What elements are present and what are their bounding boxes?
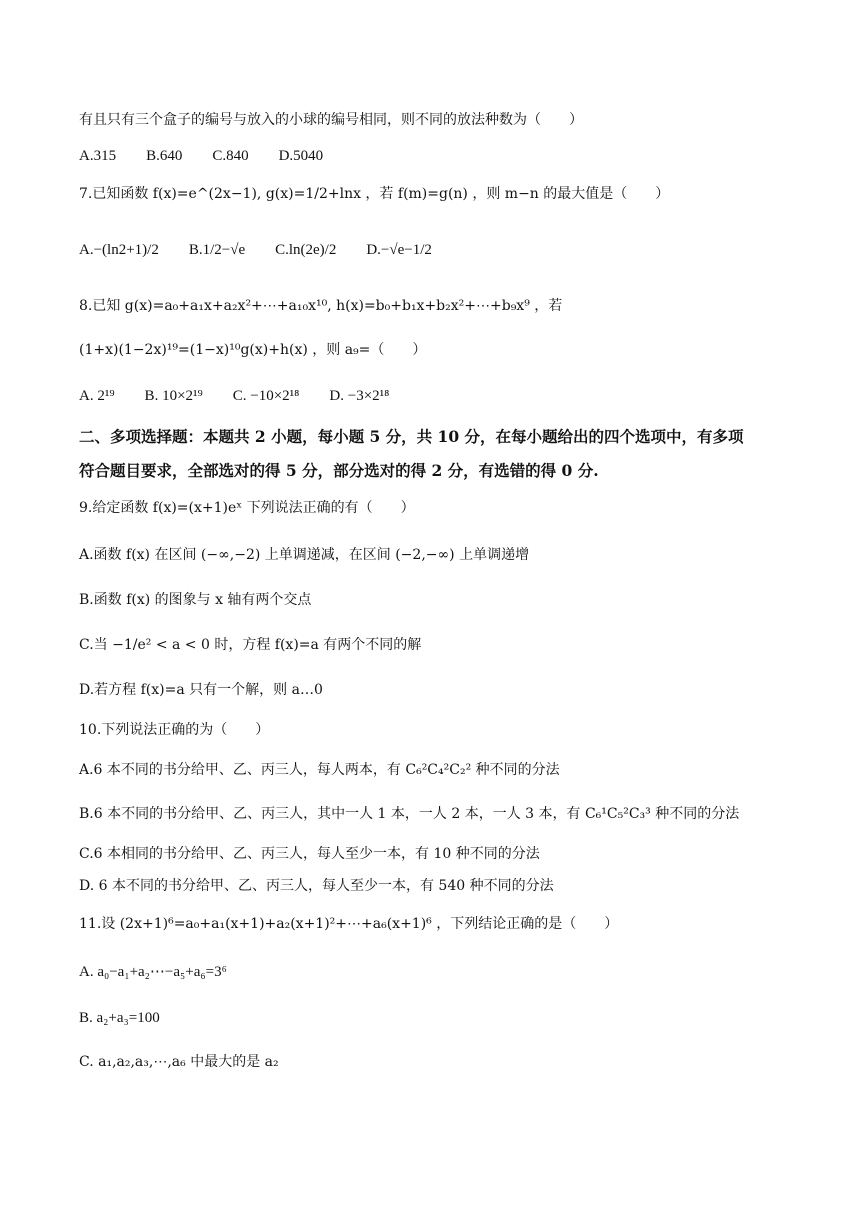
q9-option-b: B.函数 f(x) 的图象与 x 轴有两个交点 — [79, 592, 312, 608]
q8-options: A. 2¹⁹ B. 10×2¹⁹ C. −10×2¹⁸ D. −3×2¹⁸ — [79, 388, 390, 404]
q7-options: A.−(ln2+1)/2 B.1/2−√e C.ln(2e)/2 D.−√e−1/2 — [79, 242, 432, 258]
q8-stem-line1: 8.已知 g(x)=a₀+a₁x+a₂x²+⋯+a₁₀x¹⁰, h(x)=b₀+b₁x+b₂x²+⋯+b₉x⁹ ，若 — [79, 298, 563, 314]
q10-option-b: B.6 本不同的书分给甲、乙、丙三人，其中一人 1 本，一人 2 本，一人 3 本，有 C₆¹C₅²C₃³ 种不同的分法 — [79, 806, 740, 822]
section-2-heading-line1: 二、多项选择题：本题共 2 小题，每小题 5 分，共 10 分，在每小题给出的四个选项中，有多项 — [79, 427, 744, 446]
q9-option-c: C.当 −1/e² < a < 0 时，方程 f(x)=a 有两个不同的解 — [79, 637, 422, 653]
q10-stem: 10.下列说法正确的为（ ） — [79, 722, 270, 738]
section-2-heading-line2: 符合题目要求，全部选对的得 5 分，部分选对的得 2 分，有选错的得 0 分. — [79, 461, 599, 480]
q8-stem-line2: (1+x)(1−2x)¹⁹=(1−x)¹⁰g(x)+h(x) ，则 a₉=（ ） — [79, 342, 427, 358]
q9-option-a: A.函数 f(x) 在区间 (−∞,−2) 上单调递减，在区间 (−2,−∞) 上单调递增 — [79, 547, 530, 563]
q10-option-a: A.6 本不同的书分给甲、乙、丙三人，每人两本，有 C₆²C₄²C₂² 种不同的分法 — [79, 762, 560, 778]
q7-stem: 7.已知函数 f(x)=e^(2x−1), g(x)=1/2+lnx ，若 f(m)=g(n) ，则 m−n 的最大值是（ ） — [79, 186, 670, 202]
q10-option-d: D. 6 本不同的书分给甲、乙、丙三人，每人至少一本，有 540 种不同的分法 — [79, 878, 554, 894]
q6-continuation: 有且只有三个盒子的编号与放入的小球的编号相同，则不同的放法种数为（ ） — [79, 112, 583, 128]
q9-stem: 9.给定函数 f(x)=(x+1)eˣ 下列说法正确的有（ ） — [79, 500, 415, 516]
q11-option-b: B. a₂+a₃=100 — [79, 1010, 160, 1026]
q11-stem: 11.设 (2x+1)⁶=a₀+a₁(x+1)+a₂(x+1)²+⋯+a₆(x+1)⁶ ，下列结论正确的是（ ） — [79, 916, 619, 932]
q10-option-c: C.6 本相同的书分给甲、乙、丙三人，每人至少一本，有 10 种不同的分法 — [79, 846, 540, 862]
q9-option-d: D.若方程 f(x)=a 只有一个解，则 a…0 — [79, 682, 323, 698]
q11-option-a: A. a₀−a₁+a₂⋯−a₅+a₆=3⁶ — [79, 964, 227, 980]
q6-options: A.315 B.640 C.840 D.5040 — [79, 148, 324, 164]
q11-option-c: C. a₁,a₂,a₃,⋯,a₆ 中最大的是 a₂ — [79, 1054, 279, 1070]
